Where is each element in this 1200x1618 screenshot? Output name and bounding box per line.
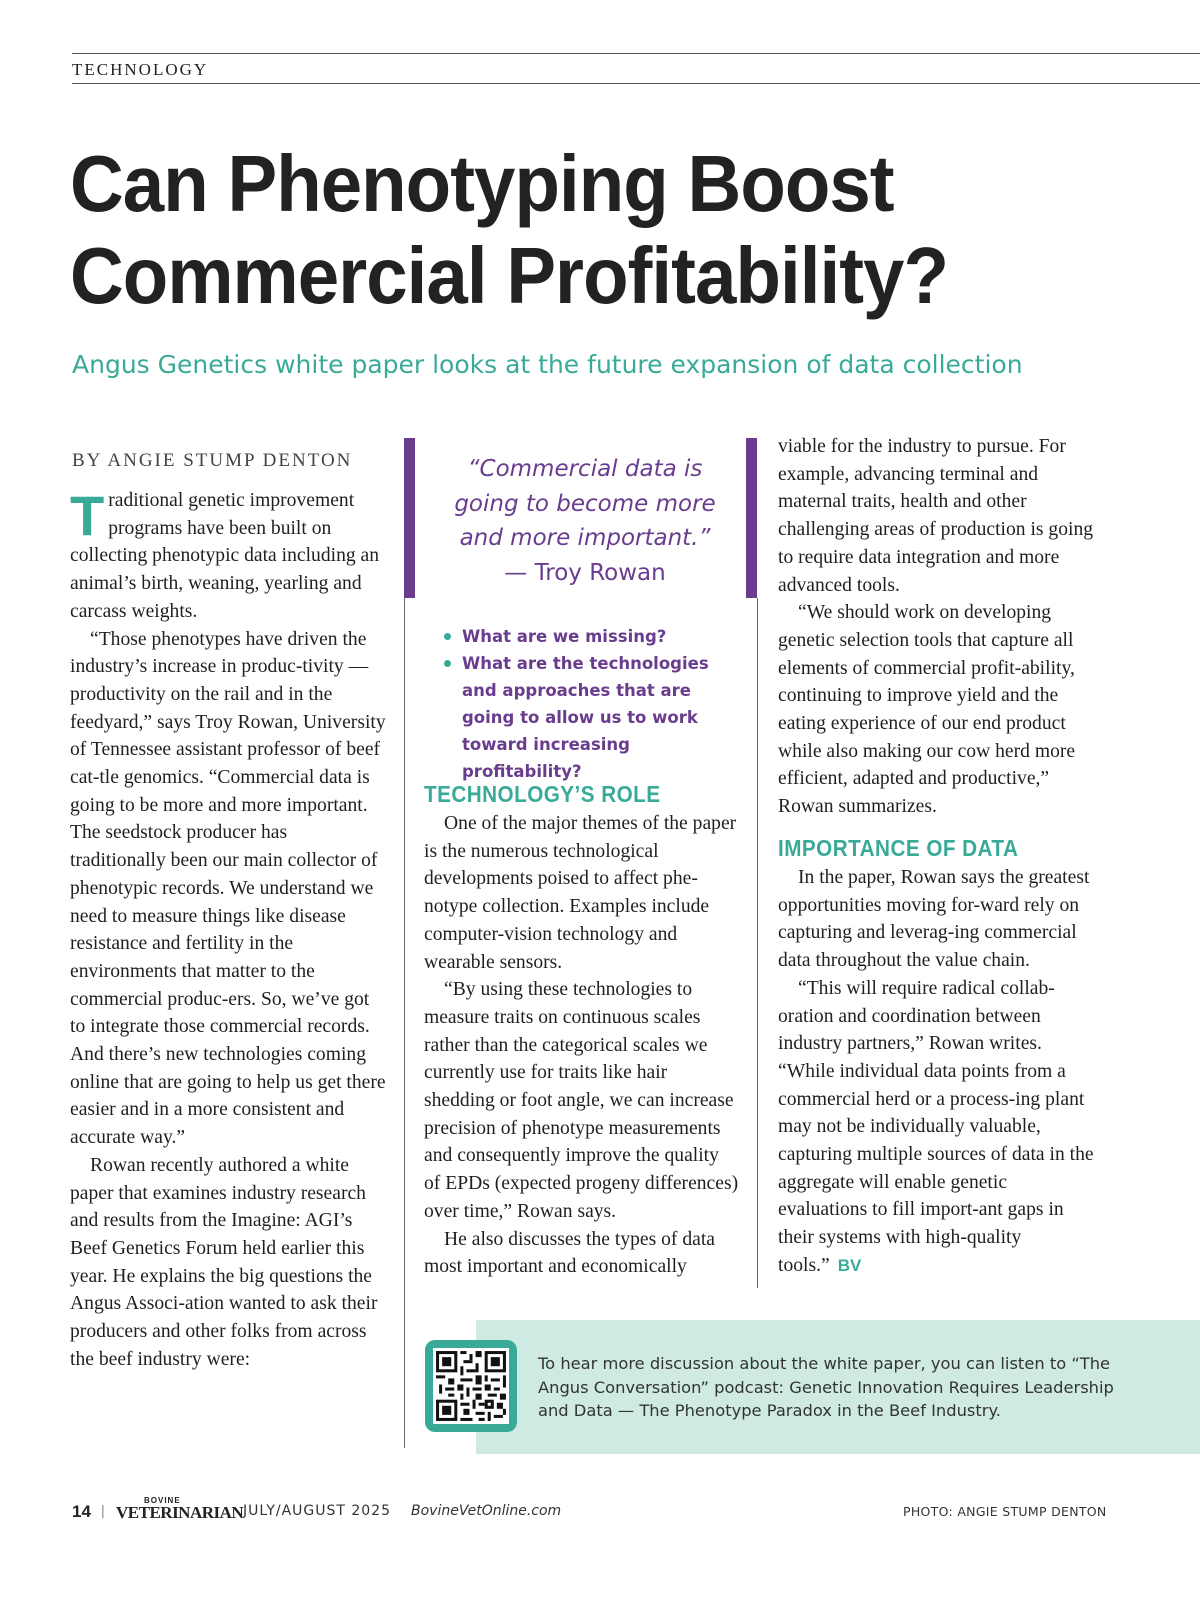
photo-credit: PHOTO: ANGIE STUMP DENTON bbox=[903, 1504, 1107, 1519]
col1-p1-text: raditional genetic improvement programs have been built on collecting phenotypic data including an animal’s birth, weaning, yearling and carcass weights. bbox=[70, 490, 380, 622]
column-divider-1 bbox=[404, 598, 405, 1448]
qr-code-pattern bbox=[433, 1348, 509, 1424]
column-3-bottom bbox=[778, 864, 1100, 1280]
col3-paragraph-4 bbox=[778, 975, 1100, 1280]
footer-separator: | bbox=[101, 1502, 105, 1518]
col1-paragraph-3: Rowan recently authored a white paper that examines industry research and results from the Imagine: AGI’s Beef Genetics Forum held earlier this year. He explains the big questions the Angus Associ-ation wanted to ask their producers and other folks from across the beef industry were: bbox=[70, 1154, 378, 1370]
list-item: What are we missing? bbox=[440, 623, 740, 650]
header-bottom-rule bbox=[72, 83, 1200, 84]
section-label: TECHNOLOGY bbox=[72, 60, 209, 79]
col3-p4-text: “This will require radical collab-oration and coordination between industry partners,” Rowan writes. “While individual data points from a commercial herd or a process-ing plant may not be individually valuable, capturing multiple sources of data in the aggregate will enable genetic evaluations to fill import-ant gaps in their systems with high-quality tools.” bbox=[778, 977, 1094, 1276]
byline: BY ANGIE STUMP DENTON bbox=[72, 450, 353, 471]
col1-paragraph-1 bbox=[70, 484, 386, 626]
website-url[interactable]: BovineVetOnline.com bbox=[411, 1503, 562, 1519]
podcast-callout-text: To hear more discussion about the white paper, you can listen to “The Angus Conversation” podcast: Genetic Innovation Requires Leadership and Data — The Phenotype Paradox in the Beef Industry. bbox=[538, 1354, 1114, 1420]
pull-quote bbox=[440, 452, 730, 590]
col3-paragraph-3: In the paper, Rowan says the greatest opportunities moving for-ward rely on capturing and leverag-ing commercial data throughout the value chain. bbox=[778, 867, 1090, 972]
column-1 bbox=[70, 484, 386, 1374]
bovine-veterinarian-logo bbox=[116, 1496, 244, 1524]
col3-paragraph-2: “We should work on developing genetic selection tools that capture all elements of commercial profit-ability, continuing to improve yield and the eating experience of our end product while also making our cow herd more efficient, adapted and productive,” Rowan summarizes. bbox=[778, 602, 1076, 818]
col3-paragraph-1: viable for the industry to pursue. For example, advancing terminal and maternal traits, health and other challenging areas of production is going to require data integration and more advanced tools. bbox=[778, 436, 1094, 596]
title-line-2: Commercial Profitability? bbox=[70, 231, 949, 320]
logo-main-text: VETERINARIAN bbox=[116, 1503, 244, 1522]
heading-technologys-role: TECHNOLOGY’S ROLE bbox=[424, 781, 661, 807]
page-number: 14 bbox=[72, 1502, 91, 1521]
qr-code-icon[interactable] bbox=[425, 1340, 517, 1432]
pull-quote-text: “Commercial data is going to become more and more important.” bbox=[454, 456, 716, 551]
column-2 bbox=[424, 810, 740, 1281]
end-mark: BV bbox=[837, 1255, 862, 1275]
column-divider-2 bbox=[757, 598, 758, 1288]
column-3-top bbox=[778, 433, 1100, 821]
issue-date: JULY/AUGUST 2025 bbox=[243, 1503, 392, 1519]
pullquote-bar-left bbox=[404, 438, 415, 598]
col2-paragraph-3: He also discusses the types of data most important and economically bbox=[424, 1228, 715, 1278]
title-line-1: Can Phenotyping Boost bbox=[70, 139, 894, 228]
article-title bbox=[70, 138, 1180, 322]
header-top-rule bbox=[72, 53, 1200, 54]
article-subtitle: Angus Genetics white paper looks at the future expansion of data collection bbox=[72, 350, 1023, 379]
pullquote-bar-right bbox=[746, 438, 757, 598]
list-item: What are the technologies and approaches that are going to allow us to work toward increasing profitability? bbox=[440, 650, 740, 785]
drop-cap: T bbox=[70, 484, 105, 547]
qr-code-body bbox=[433, 1348, 509, 1424]
pull-quote-attribution: — Troy Rowan bbox=[504, 559, 666, 586]
question-list bbox=[440, 623, 740, 785]
col1-paragraph-2: “Those phenotypes have driven the industry’s increase in produc-tivity — productivity on the rail and in the feedyard,” says Troy Rowan, University of Tennessee assistant professor of beef cat-tle genomics. “Commercial data is going to be more and more important. The seedstock producer has traditionally been our main collector of phenotypic records. We understand we need to measure things like disease resistance and fertility in the environments that matter to the commercial produc-ers. So, we’ve got to integrate those commercial records. And there’s new technologies coming online that are going to help us get there easier and in a more consistent and accurate way.” bbox=[70, 628, 386, 1149]
logo-small-text: BOVINE bbox=[144, 1496, 181, 1505]
col2-paragraph-1: One of the major themes of the paper is the numerous technological developments poised to affect phe-notype collection. Examples include computer-vision technology and wearable sensors. bbox=[424, 813, 737, 973]
heading-importance-of-data: IMPORTANCE OF DATA bbox=[778, 835, 1019, 861]
col2-paragraph-2: “By using these technologies to measure traits on continuous scales rather than the categorical scales we currently use for traits like hair shedding or foot angle, we can increase precision of phenotype measurements and consequently improve the quality of EPDs (expected progeny differences) over time,” Rowan says. bbox=[424, 979, 739, 1222]
